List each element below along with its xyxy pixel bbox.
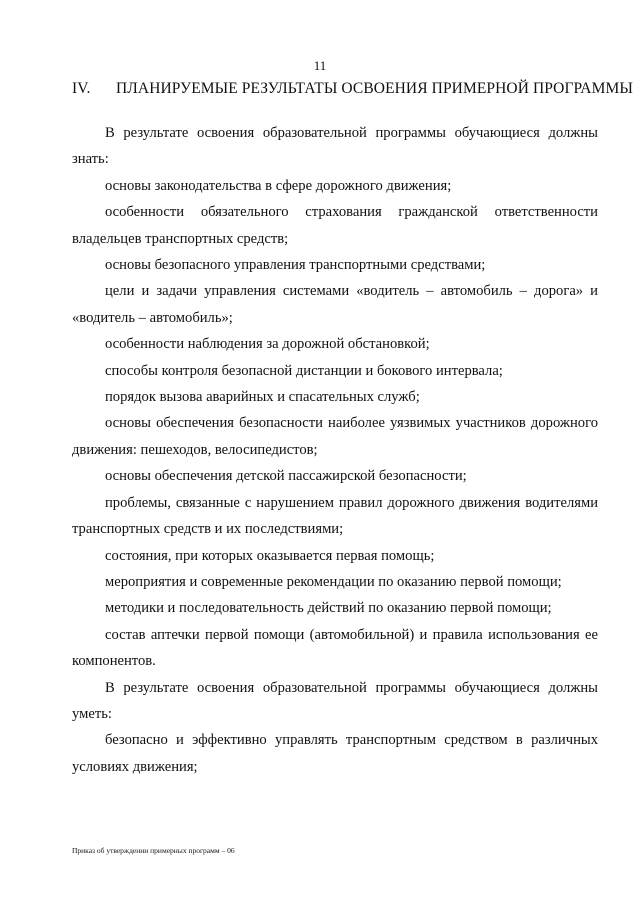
list-item: цели и задачи управления системами «водитель – автомобиль – дорога» и «водитель – автомобиль»; [72, 283, 598, 326]
list-item: способы контроля безопасной дистанции и бокового интервала; [105, 362, 503, 379]
document-body [72, 120, 598, 780]
section-number: IV. [72, 80, 91, 97]
list-item: особенности наблюдения за дорожной обстановкой; [105, 336, 430, 353]
list-item: состояния, при которых оказывается первая помощь; [105, 547, 435, 564]
list-item: основы обеспечения детской пассажирской безопасности; [105, 468, 467, 485]
section-title: ПЛАНИРУЕМЫЕ РЕЗУЛЬТАТЫ ОСВОЕНИЯ ПРИМЕРНОЙ ПРОГРАММЫ [116, 80, 633, 97]
list-item: основы законодательства в сфере дорожного движения; [105, 177, 452, 194]
list-item: особенности обязательного страхования гражданской ответственности владельцев транспортных средств; [72, 204, 598, 247]
list-item: основы обеспечения безопасности наиболее уязвимых участников дорожного движения: пешеходов, велосипедистов; [72, 415, 598, 458]
paragraph-intro-know: В результате освоения образовательной программы обучающиеся должны знать: [72, 125, 598, 168]
page-footer: Приказ об утверждении примерных программ – 06 [72, 846, 235, 855]
list-item: порядок вызова аварийных и спасательных служб; [105, 389, 420, 406]
list-item: основы безопасного управления транспортными средствами; [105, 257, 486, 274]
list-item: проблемы, связанные с нарушением правил дорожного движения водителями транспортных средств и их последствиями; [72, 494, 598, 538]
section-heading [72, 80, 633, 98]
paragraph-intro-able: В результате освоения образовательной программы обучающиеся должны уметь: [72, 679, 598, 722]
list-item: безопасно и эффективно управлять транспортным средством в различных условиях движения; [72, 732, 598, 775]
list-item: мероприятия и современные рекомендации по оказанию первой помощи; [105, 573, 562, 590]
page-number: 11 [313, 58, 327, 73]
list-item: состав аптечки первой помощи (автомобильной) и правила использования ее компонентов. [72, 626, 598, 670]
list-item: методики и последовательность действий по оказанию первой помощи; [105, 600, 552, 617]
